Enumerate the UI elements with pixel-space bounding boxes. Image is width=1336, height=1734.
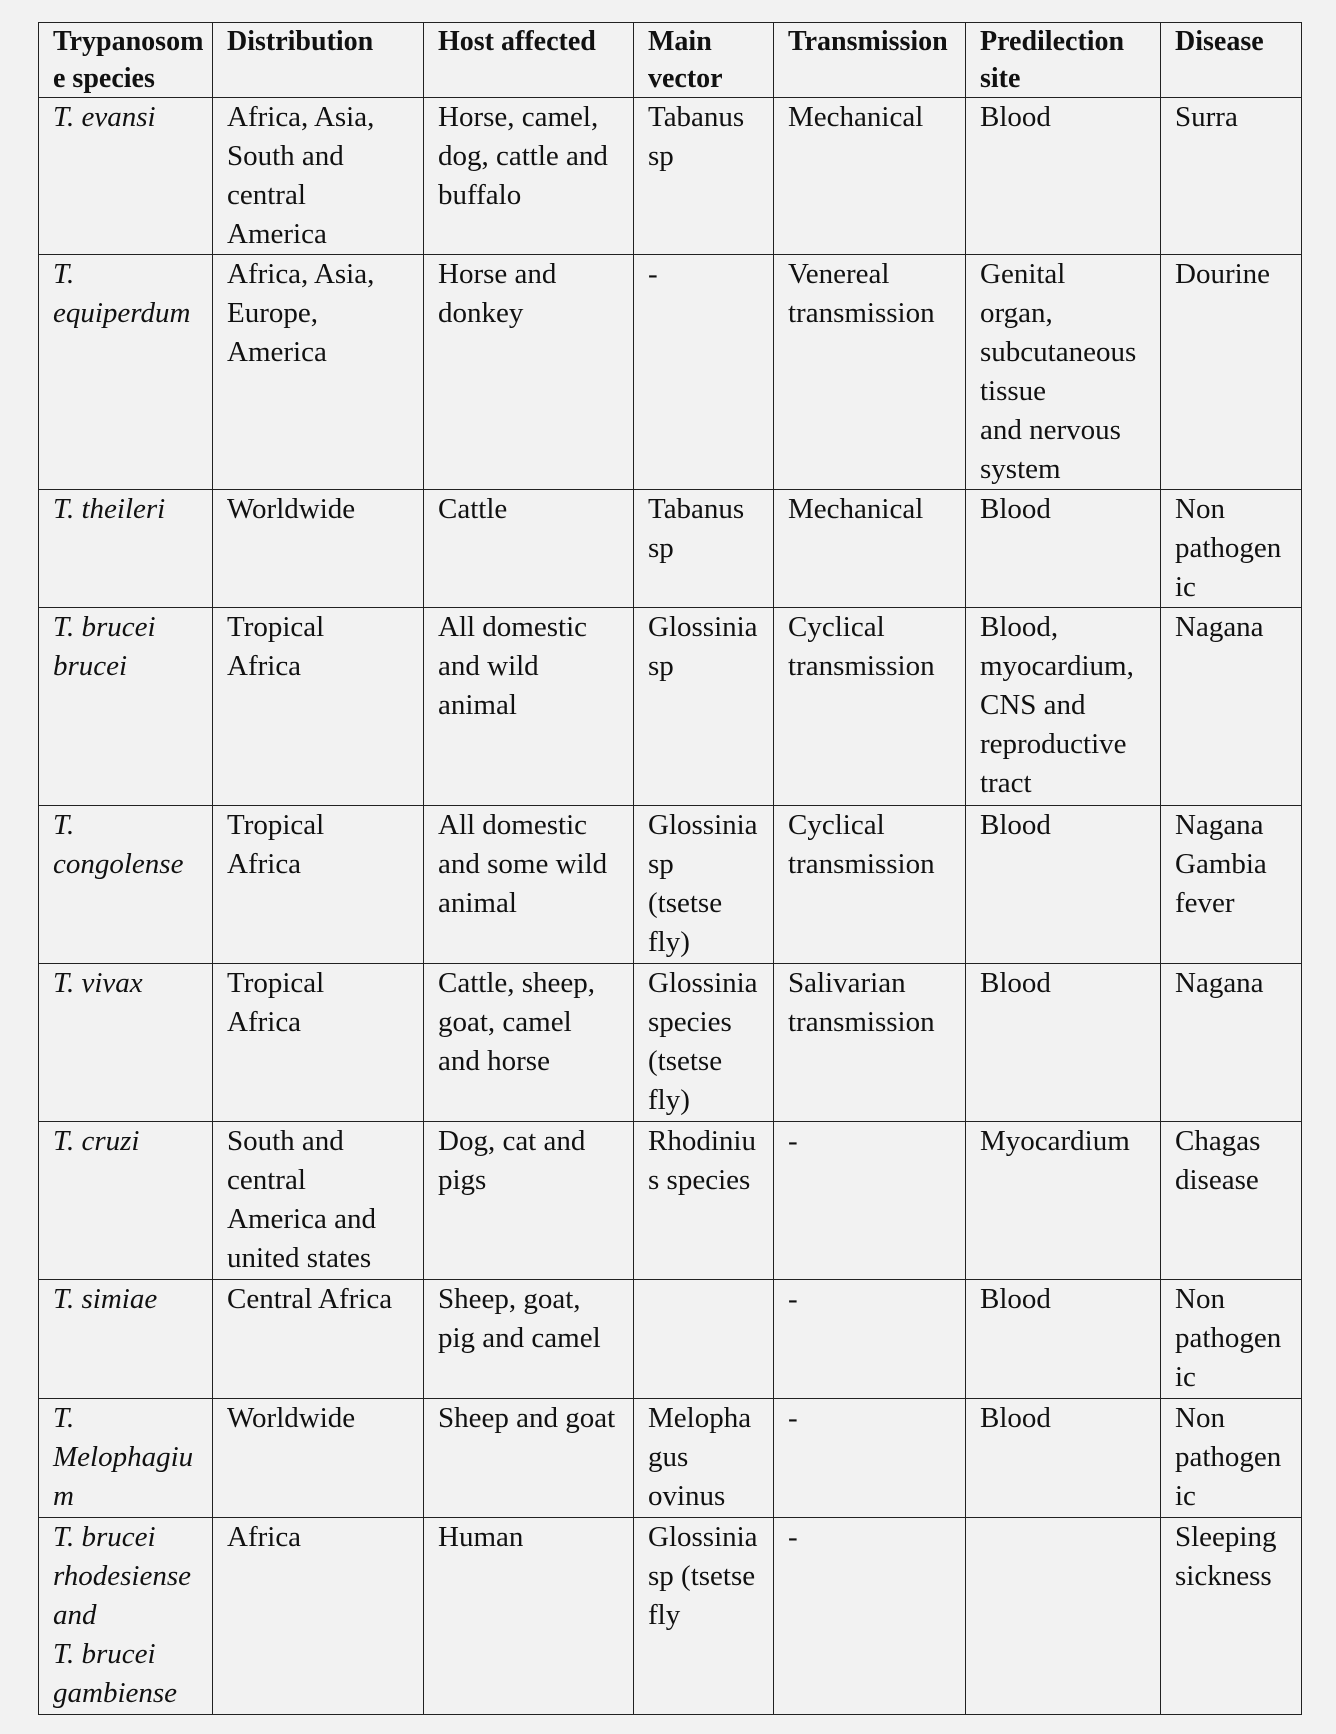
distribution-cell: Africa, Asia, Europe, America bbox=[213, 255, 424, 490]
disease-cell: Non pathogen ic bbox=[1161, 490, 1302, 608]
host-cell: Cattle, sheep, goat, camel and horse bbox=[424, 964, 634, 1122]
site-cell: Blood bbox=[966, 490, 1161, 608]
header-predilection-site: Predilection site bbox=[966, 23, 1161, 98]
header-disease: Disease bbox=[1161, 23, 1302, 98]
host-cell: Horse, camel, dog, cattle and buffalo bbox=[424, 98, 634, 255]
vector-cell: Glossinia sp (tsetse fly) bbox=[634, 806, 774, 964]
vector-cell: Tabanus sp bbox=[634, 490, 774, 608]
site-cell bbox=[966, 1518, 1161, 1715]
header-transmission: Transmission bbox=[774, 23, 966, 98]
disease-cell: Nagana bbox=[1161, 608, 1302, 806]
transmission-cell: Venereal transmission bbox=[774, 255, 966, 490]
vector-cell: - bbox=[634, 255, 774, 490]
species-cell: T. congolense bbox=[39, 806, 213, 964]
species-cell: T. cruzi bbox=[39, 1122, 213, 1280]
species-cell: T. equiperdum bbox=[39, 255, 213, 490]
distribution-cell: Central Africa bbox=[213, 1280, 424, 1399]
species-cell: T. evansi bbox=[39, 98, 213, 255]
species-cell: T. simiae bbox=[39, 1280, 213, 1399]
table-row bbox=[39, 964, 1302, 1122]
vector-cell: Melopha gus ovinus bbox=[634, 1399, 774, 1518]
disease-cell: Nagana bbox=[1161, 964, 1302, 1122]
transmission-cell: Salivarian transmission bbox=[774, 964, 966, 1122]
species-cell: T. brucei rhodesiense and T. brucei gambiense bbox=[39, 1518, 213, 1715]
disease-cell: Chagas disease bbox=[1161, 1122, 1302, 1280]
table-row bbox=[39, 255, 1302, 490]
table-row bbox=[39, 1122, 1302, 1280]
header-row bbox=[39, 23, 1302, 98]
vector-cell: Glossinia species (tsetse fly) bbox=[634, 964, 774, 1122]
disease-cell: Sleeping sickness bbox=[1161, 1518, 1302, 1715]
species-cell: T. brucei brucei bbox=[39, 608, 213, 806]
transmission-cell: Mechanical bbox=[774, 490, 966, 608]
transmission-cell: - bbox=[774, 1122, 966, 1280]
vector-cell: Rhodiniu s species bbox=[634, 1122, 774, 1280]
species-cell: T. Melophagiu m bbox=[39, 1399, 213, 1518]
site-cell: Myocardium bbox=[966, 1122, 1161, 1280]
table-row bbox=[39, 1399, 1302, 1518]
distribution-cell: Tropical Africa bbox=[213, 806, 424, 964]
trypanosome-table-page bbox=[38, 22, 1301, 1715]
header-main-vector: Main vector bbox=[634, 23, 774, 98]
host-cell: Sheep, goat, pig and camel bbox=[424, 1280, 634, 1399]
transmission-cell: Mechanical bbox=[774, 98, 966, 255]
host-cell: All domestic and wild animal bbox=[424, 608, 634, 806]
site-cell: Blood bbox=[966, 1280, 1161, 1399]
header-species: Trypanosom e species bbox=[39, 23, 213, 98]
host-cell: Human bbox=[424, 1518, 634, 1715]
header-host-affected: Host affected bbox=[424, 23, 634, 98]
site-cell: Blood bbox=[966, 964, 1161, 1122]
species-cell: T. theileri bbox=[39, 490, 213, 608]
disease-cell: Dourine bbox=[1161, 255, 1302, 490]
site-cell: Blood bbox=[966, 806, 1161, 964]
vector-cell: Glossinia sp (tsetse fly bbox=[634, 1518, 774, 1715]
site-cell: Genital organ, subcutaneous tissue and nervous system bbox=[966, 255, 1161, 490]
distribution-cell: Africa, Asia, South and central America bbox=[213, 98, 424, 255]
distribution-cell: South and central America and united states bbox=[213, 1122, 424, 1280]
species-cell: T. vivax bbox=[39, 964, 213, 1122]
host-cell: All domestic and some wild animal bbox=[424, 806, 634, 964]
host-cell: Sheep and goat bbox=[424, 1399, 634, 1518]
disease-cell: Non pathogen ic bbox=[1161, 1280, 1302, 1399]
site-cell: Blood, myocardium, CNS and reproductive tract bbox=[966, 608, 1161, 806]
vector-cell: Tabanus sp bbox=[634, 98, 774, 255]
transmission-cell: Cyclical transmission bbox=[774, 806, 966, 964]
vector-cell: Glossinia sp bbox=[634, 608, 774, 806]
distribution-cell: Worldwide bbox=[213, 490, 424, 608]
disease-cell: Non pathogen ic bbox=[1161, 1399, 1302, 1518]
host-cell: Cattle bbox=[424, 490, 634, 608]
site-cell: Blood bbox=[966, 1399, 1161, 1518]
table-row bbox=[39, 806, 1302, 964]
transmission-cell: - bbox=[774, 1280, 966, 1399]
vector-cell bbox=[634, 1280, 774, 1399]
disease-cell: Nagana Gambia fever bbox=[1161, 806, 1302, 964]
distribution-cell: Worldwide bbox=[213, 1399, 424, 1518]
transmission-cell: - bbox=[774, 1518, 966, 1715]
table-row bbox=[39, 1280, 1302, 1399]
table-row bbox=[39, 1518, 1302, 1715]
trypanosome-species-table bbox=[38, 22, 1302, 1715]
transmission-cell: Cyclical transmission bbox=[774, 608, 966, 806]
distribution-cell: Africa bbox=[213, 1518, 424, 1715]
site-cell: Blood bbox=[966, 98, 1161, 255]
table-row bbox=[39, 490, 1302, 608]
transmission-cell: - bbox=[774, 1399, 966, 1518]
table-row bbox=[39, 98, 1302, 255]
distribution-cell: Tropical Africa bbox=[213, 608, 424, 806]
host-cell: Horse and donkey bbox=[424, 255, 634, 490]
header-distribution: Distribution bbox=[213, 23, 424, 98]
distribution-cell: Tropical Africa bbox=[213, 964, 424, 1122]
table-row bbox=[39, 608, 1302, 806]
disease-cell: Surra bbox=[1161, 98, 1302, 255]
host-cell: Dog, cat and pigs bbox=[424, 1122, 634, 1280]
